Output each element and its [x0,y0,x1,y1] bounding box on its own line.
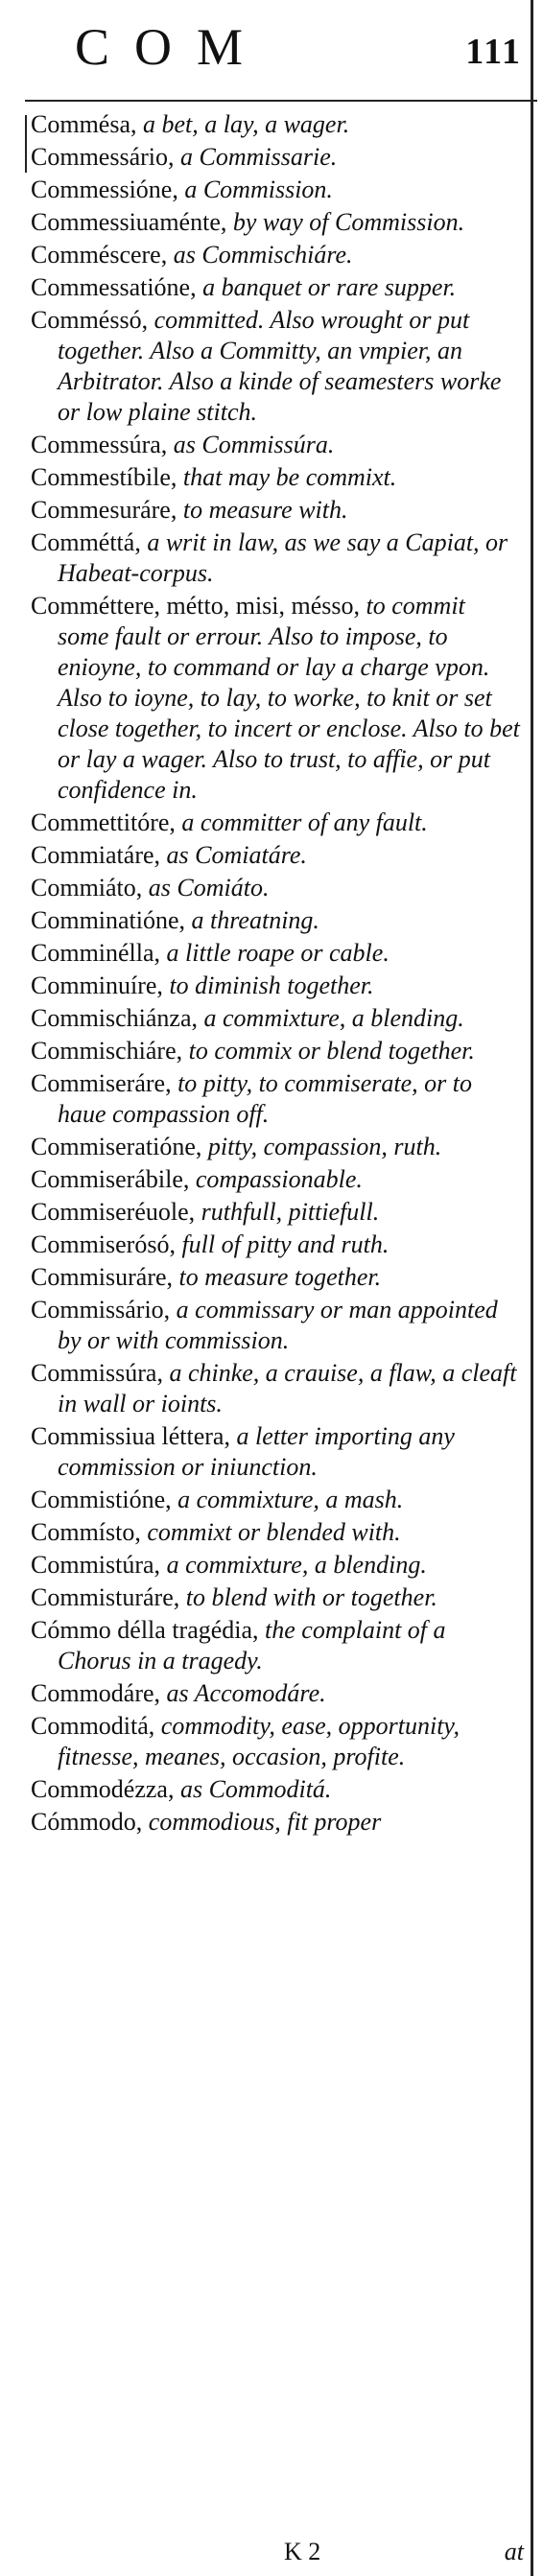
dictionary-entry [31,142,522,173]
headword: Commodézza, [31,1775,180,1803]
dictionary-entry [31,1550,522,1581]
definition: a threatning. [191,906,319,934]
dictionary-entry [31,495,522,526]
definition: as Commischiáre. [173,241,353,269]
dictionary-entry [31,1003,522,1034]
definition: to pitty, to commiserate, or to haue compassion off. [58,1069,472,1128]
definition: a letter importing any commission or iniunction. [58,1422,455,1481]
definition: to blend with or together. [185,1583,437,1611]
definition: a commixture, a blending. [203,1004,464,1032]
dictionary-entry [31,1774,522,1805]
page-header [0,0,543,92]
dictionary-entry [31,430,522,460]
definition: commodity, ease, opportunity, fitnesse, meanes, occasion, profite. [58,1712,460,1770]
definition: the complaint of a Chorus in a tragedy. [58,1616,446,1674]
dictionary-entry [31,1358,522,1419]
dictionary-entry [31,1036,522,1066]
headword: Commiserábile, [31,1165,196,1193]
headword: Commiáto, [31,874,149,902]
headword: Comméssó, [31,306,154,334]
header-rule [25,100,537,102]
entry-list [31,109,522,1839]
headword: Commissário, [31,1296,177,1323]
headword: Commischiáre, [31,1037,189,1065]
definition: a committer of any fault. [181,808,428,836]
headword: Commistióne, [31,1486,178,1513]
dictionary-entry [31,240,522,270]
definition: pitty, compassion, ruth. [207,1133,442,1160]
signature-mark: K 2 [284,2538,321,2565]
headword: Commestíbile, [31,463,183,491]
definition: a commissary or man appointed by or with commission. [58,1296,498,1354]
headword: Comminuíre, [31,972,170,999]
headword: Commistúra, [31,1551,167,1579]
definition: compassionable. [195,1165,363,1193]
definition: a banquet or rare supper. [202,273,457,301]
dictionary-entry [31,1711,522,1772]
running-head: COM [75,18,269,76]
headword: Commettitóre, [31,808,182,836]
dictionary-entry [31,591,522,806]
definition: a bet, a lay, a wager. [143,110,350,138]
dictionary-entry [31,1068,522,1130]
definition: to commix or blend together. [188,1037,475,1065]
headword: Commissúra, [31,1359,170,1387]
dictionary-entry [31,1197,522,1228]
headword: Commessiuaménte, [31,208,233,236]
headword: Commiserósó, [31,1230,182,1258]
headword: Commoditá, [31,1712,161,1740]
definition: to diminish together. [169,972,374,999]
headword: Commessúra, [31,431,174,458]
dictionary-entry [31,1132,522,1162]
dictionary-entry [31,1615,522,1676]
definition: by way of Commission. [232,208,465,236]
definition: to measure with. [182,496,348,524]
headword: Comméscere, [31,241,174,269]
dictionary-entry [31,938,522,969]
dictionary-entry [31,109,522,140]
headword: Commodáre, [31,1679,167,1707]
dictionary-entry [31,175,522,205]
definition: full of pitty and ruth. [181,1230,390,1258]
headword: Commiseratióne, [31,1133,208,1160]
definition: a Commissarie. [180,143,338,171]
definition: committed. Also wrought or put together. Also a Committy, an vmpier, an Arbitrator. Also a kinde of seamesters worke or low plaine stitch. [58,306,502,426]
dictionary-entry [31,905,522,936]
definition: as Comiatáre. [166,841,307,869]
definition: a writ in law, as we say a Capiat, or Habeat-corpus. [58,528,508,587]
headword: Commessatióne, [31,273,203,301]
dictionary-entry [31,207,522,238]
headword: Comméttá, [31,528,148,556]
dictionary-entry [31,1678,522,1709]
dictionary-entry [31,462,522,493]
dictionary-entry [31,1582,522,1613]
dictionary-entry [31,1262,522,1293]
definition: a commixture, a blending. [166,1551,427,1579]
definition: as Comiáto. [148,874,270,902]
dictionary-entry [31,1295,522,1356]
headword: Commísto, [31,1518,148,1546]
dictionary-entry [31,527,522,589]
dictionary-entry [31,272,522,303]
definition: to commit some fault or errour. Also to impose, to enioyne, to command or lay a charge vpon. Also to ioyne, to lay, to worke, to knit or set close together, to incert or enclose. Also to bet or lay a wager. Also to trust, to affie, or put confidence in. [58,592,520,804]
page-footer [0,2538,543,2572]
dictionary-entry [31,1421,522,1483]
headword: Commissiua léttera, [31,1422,237,1450]
dictionary-entry [31,873,522,903]
definition: a Commission. [184,176,333,203]
definition: to measure together. [178,1263,382,1291]
definition: commodious, fit proper [148,1808,382,1836]
dictionary-entry [31,1517,522,1548]
headword: Commesuráre, [31,496,183,524]
headword: Commessário, [31,143,180,171]
headword: Comméttere, métto, misi, mésso, [31,592,366,620]
definition: a commixture, a mash. [177,1486,404,1513]
definition: as Commissúra. [173,431,335,458]
dictionary-entry [31,1164,522,1195]
dictionary-entry [31,305,522,428]
headword: Commisuráre, [31,1263,179,1291]
dictionary-entry [31,1229,522,1260]
page-number: 111 [465,32,522,72]
headword: Commiatáre, [31,841,167,869]
headword: Commisturáre, [31,1583,186,1611]
definition: a chinke, a crauise, a flaw, a cleaft in wall or ioints. [58,1359,517,1417]
dictionary-entry [31,808,522,838]
definition: commixt or blended with. [147,1518,401,1546]
definition: a little roape or cable. [166,939,390,967]
headword: Cómmo délla tragédia, [31,1616,266,1644]
definition: that may be commixt. [182,463,397,491]
dictionary-entry [31,971,522,1001]
headword: Commiseráre, [31,1069,178,1097]
definition: as Accomodáre. [166,1679,326,1707]
headword: Comminatióne, [31,906,192,934]
column-border [531,0,533,2576]
definition: ruthfull, pittiefull. [201,1198,380,1226]
headword: Comminélla, [31,939,167,967]
dictionary-entry [31,1807,522,1838]
headword: Cómmodo, [31,1808,149,1836]
dictionary-entry [31,1485,522,1515]
definition: as Commoditá. [179,1775,332,1803]
margin-rule [25,115,27,173]
headword: Commiseréuole, [31,1198,201,1226]
headword: Commischiánza, [31,1004,204,1032]
headword: Commessióne, [31,176,185,203]
catchword: at [504,2538,524,2565]
headword: Commésa, [31,110,143,138]
dictionary-entry [31,840,522,871]
